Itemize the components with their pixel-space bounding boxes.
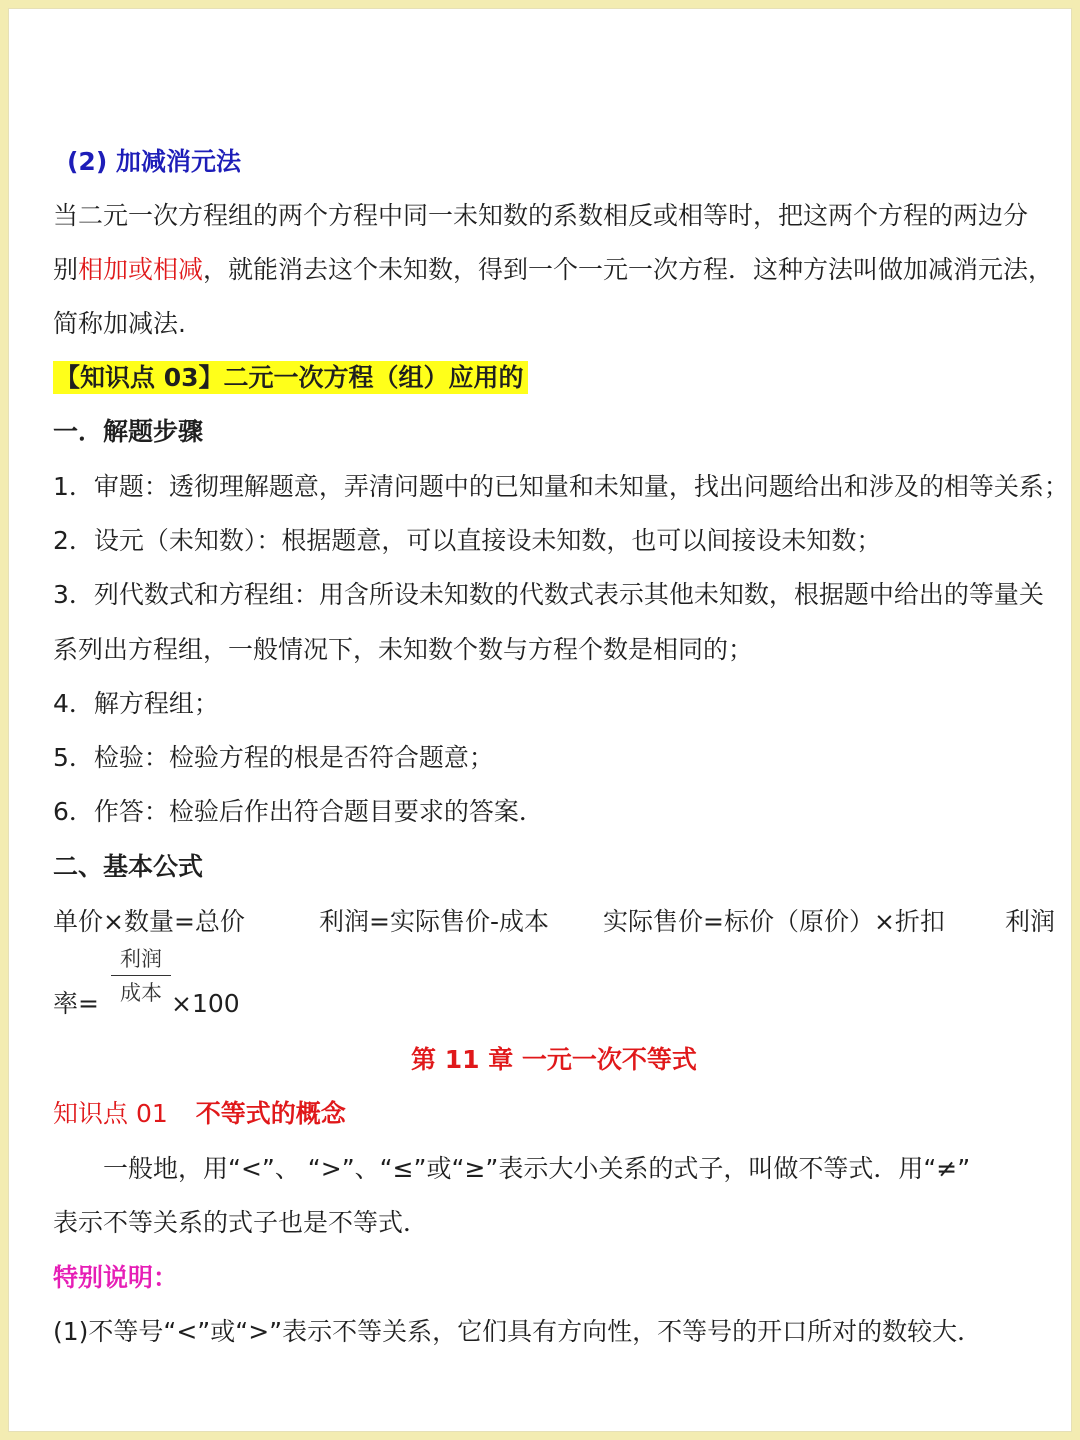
- fraction-bar: [111, 975, 171, 976]
- knowledge01-name: 不等式的概念: [195, 1099, 346, 1128]
- inequality-definition-line2: 表示不等关系的式子也是不等式．: [53, 1208, 429, 1237]
- knowledge01-label: 知识点 01: [53, 1099, 168, 1128]
- step-3-line2: 系列出方程组，一般情况下，未知数个数与方程个数是相同的；: [53, 635, 754, 664]
- step-5: 5．检验：检验方程的根是否符合题意；: [53, 743, 494, 772]
- step-2: 2．设元（未知数）：根据题意，可以直接设未知数，也可以间接设未知数；: [53, 526, 882, 555]
- formula-profit-rate-suffix: 率=: [53, 989, 99, 1018]
- special-note-title: 特别说明：: [53, 1263, 179, 1292]
- formula-times-100: ×100: [171, 989, 240, 1018]
- highlight-add-subtract: 相加或相减: [78, 255, 204, 284]
- fraction-denominator: 成本: [120, 981, 162, 1005]
- formula-total-price: 单价×数量=总价: [53, 907, 245, 936]
- knowledge03-title: 【知识点 03】二元一次方程（组）应用的: [53, 361, 528, 394]
- step-3-line1: 3．列代数式和方程组：用含所设未知数的代数式表示其他未知数，根据题中给出的等量关: [53, 580, 1044, 609]
- step-6: 6．作答：检验后作出符合题目要求的答案．: [53, 797, 544, 826]
- fraction-numerator: 利润: [120, 947, 162, 971]
- text-segment: 别: [53, 255, 79, 284]
- step-4: 4．解方程组；: [53, 689, 219, 718]
- formulas-heading: 二、基本公式: [53, 852, 204, 881]
- formula-selling-price: 实际售价=标价（原价）×折扣: [603, 907, 945, 936]
- document-page: [8, 8, 1072, 1432]
- method2-paragraph-line2: [53, 253, 1053, 287]
- knowledge01-heading: [53, 1097, 346, 1131]
- inequality-definition-line1: 一般地，用“<”、 “>”、“≤”或“≥”表示大小关系的式子，叫做不等式．用“≠”: [103, 1154, 971, 1183]
- step-1: 1．审题：透彻理解题意，弄清问题中的已知量和未知量，找出问题给出和涉及的相等关系；: [53, 472, 1069, 501]
- special-note-1: (1)不等号“<”或“>”表示不等关系，它们具有方向性，不等号的开口所对的数较大．: [53, 1317, 983, 1346]
- text-segment: ，就能消去这个未知数，得到一个一元一次方程．这种方法叫做加减消元法，: [203, 255, 1054, 284]
- method2-paragraph-line3: 简称加减法.: [53, 309, 186, 338]
- formula-profit-rate-label: 利润: [1005, 907, 1056, 936]
- steps-heading: 一．解题步骤: [53, 417, 204, 446]
- formula-profit: 利润=实际售价-成本: [319, 907, 549, 936]
- method2-title: (2) 加减消元法: [67, 147, 241, 176]
- method2-paragraph-line1: 当二元一次方程组的两个方程中同一未知数的系数相反或相等时，把这两个方程的两边分: [53, 201, 1029, 230]
- chapter11-title: 第 11 章 一元一次不等式: [411, 1045, 697, 1074]
- knowledge03-heading: [53, 361, 528, 395]
